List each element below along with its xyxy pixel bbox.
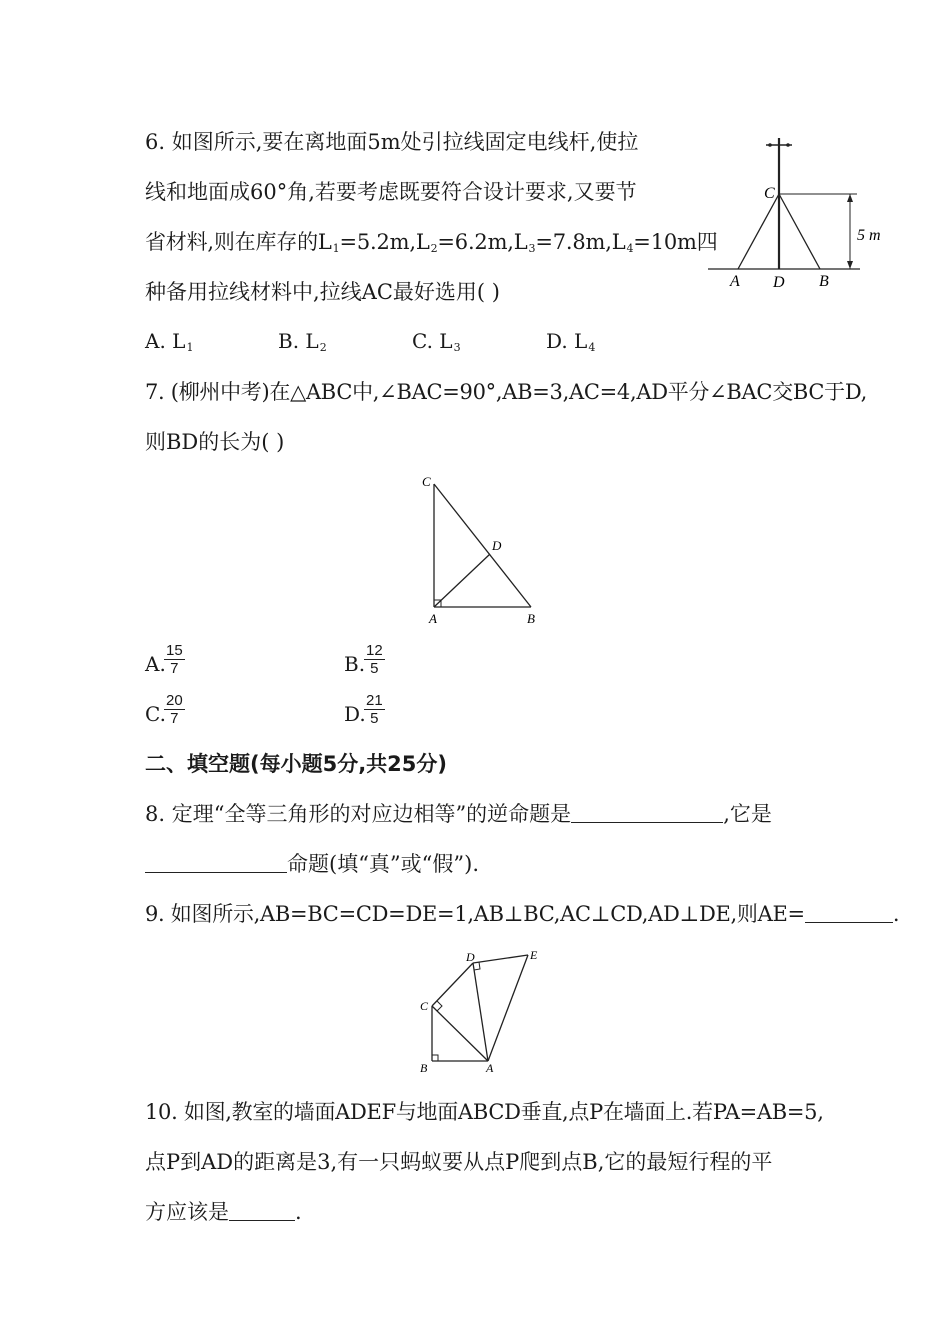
q6-option-c: C. $L_3$ xyxy=(412,329,461,354)
label-d: D xyxy=(466,950,475,964)
right-angle-b xyxy=(432,1055,438,1061)
q7-option-d-fraction: $\frac{21}{5}$ xyxy=(366,692,383,727)
q7-option-c-fraction: $\frac{20}{7}$ xyxy=(166,692,183,727)
seg-de xyxy=(473,955,528,963)
dim-arrow-up xyxy=(847,194,853,202)
label-c: C xyxy=(764,185,775,202)
seg-ca xyxy=(432,1006,488,1061)
label-c: C xyxy=(420,999,429,1013)
q6-option-d: D. $L_4$ xyxy=(546,329,596,354)
q6-option-b: B. $L_2$ xyxy=(278,329,327,354)
q9-spiral-figure xyxy=(410,945,560,1080)
q6-option-a: A. $L_1$ xyxy=(145,329,194,354)
label-b: B xyxy=(420,1061,428,1075)
q6-line-4: 种备用拉线材料中,拉线AC最好选用( ) xyxy=(145,280,500,304)
q10-line-2: 点P到AD的距离是3,有一只蚂蚁要从点P爬到点B,它的最短行程的平 xyxy=(145,1150,773,1174)
label-d: D xyxy=(773,274,785,291)
wire-cb xyxy=(779,194,820,269)
section-2-heading: 二、填空题(每小题5分,共25分) xyxy=(145,752,448,776)
label-a: A xyxy=(486,1061,494,1075)
seg-ea xyxy=(488,955,528,1061)
q8-line-1: 8. 定理“全等三角形的对应边相等”的逆命题是 ,它是 xyxy=(145,802,772,826)
q6-line-3: 省材料,则在库存的$L_1=5.2m,L_2=6.2m,L_3=7.8m,L_4=10m$四 xyxy=(145,230,718,255)
q10-line-1: 10. 如图,教室的墙面ADEF与地面ABCD垂直,点P在墙面上.若PA=AB=5, xyxy=(145,1100,824,1124)
label-a: A xyxy=(730,273,740,290)
q10-line-3: 方应该是 . xyxy=(145,1200,302,1224)
dim-arrow-down xyxy=(847,261,853,269)
q7-triangle-figure xyxy=(415,470,545,630)
q7-line-2: 则BD的长为( ) xyxy=(145,430,285,454)
q6-pole-figure xyxy=(700,130,900,295)
seg-cd xyxy=(432,963,473,1006)
label-height: 5 m xyxy=(857,227,881,244)
side-cb xyxy=(434,484,531,607)
q6-line-2: 线和地面成60°角,若要考虑既要符合设计要求,又要节 xyxy=(145,180,637,204)
label-b: B xyxy=(819,273,829,290)
q7-option-c: C. xyxy=(145,702,166,726)
label-a: A xyxy=(429,611,437,626)
q8-blank-1[interactable] xyxy=(571,802,723,823)
q7-option-a-fraction: $\frac{15}{7}$ xyxy=(166,642,183,677)
q7-option-b-fraction: $\frac{12}{5}$ xyxy=(366,642,383,677)
q7-option-b: B. xyxy=(344,652,366,676)
insulator-left xyxy=(768,143,772,147)
q8-blank-2[interactable] xyxy=(145,852,287,873)
q7-option-d: D. xyxy=(344,702,366,726)
label-d: D xyxy=(492,538,502,553)
q9-line-1: 9. 如图所示,AB=BC=CD=DE=1,AB⊥BC,AC⊥CD,AD⊥DE,则AE= . xyxy=(145,902,900,926)
q7-line-1: 7. (柳州中考)在△ABC中,∠BAC=90°,AB=3,AC=4,AD平分∠BAC交BC于D, xyxy=(145,380,868,404)
label-c: C xyxy=(422,474,431,489)
label-e: E xyxy=(530,948,538,962)
q6-line-1: 6. 如图所示,要在离地面5m处引拉线固定电线杆,使拉 xyxy=(145,130,639,154)
bisector-ad xyxy=(434,554,490,607)
q9-blank[interactable] xyxy=(805,902,893,923)
seg-da xyxy=(473,963,488,1061)
q10-blank[interactable] xyxy=(229,1200,295,1221)
insulator-right xyxy=(786,143,790,147)
q8-line-2: 命题(填“真”或“假”). xyxy=(145,850,479,878)
right-angle-c xyxy=(437,1001,442,1011)
q7-option-a: A. xyxy=(145,652,166,676)
label-b: B xyxy=(527,611,535,626)
wire-ca xyxy=(738,194,779,269)
